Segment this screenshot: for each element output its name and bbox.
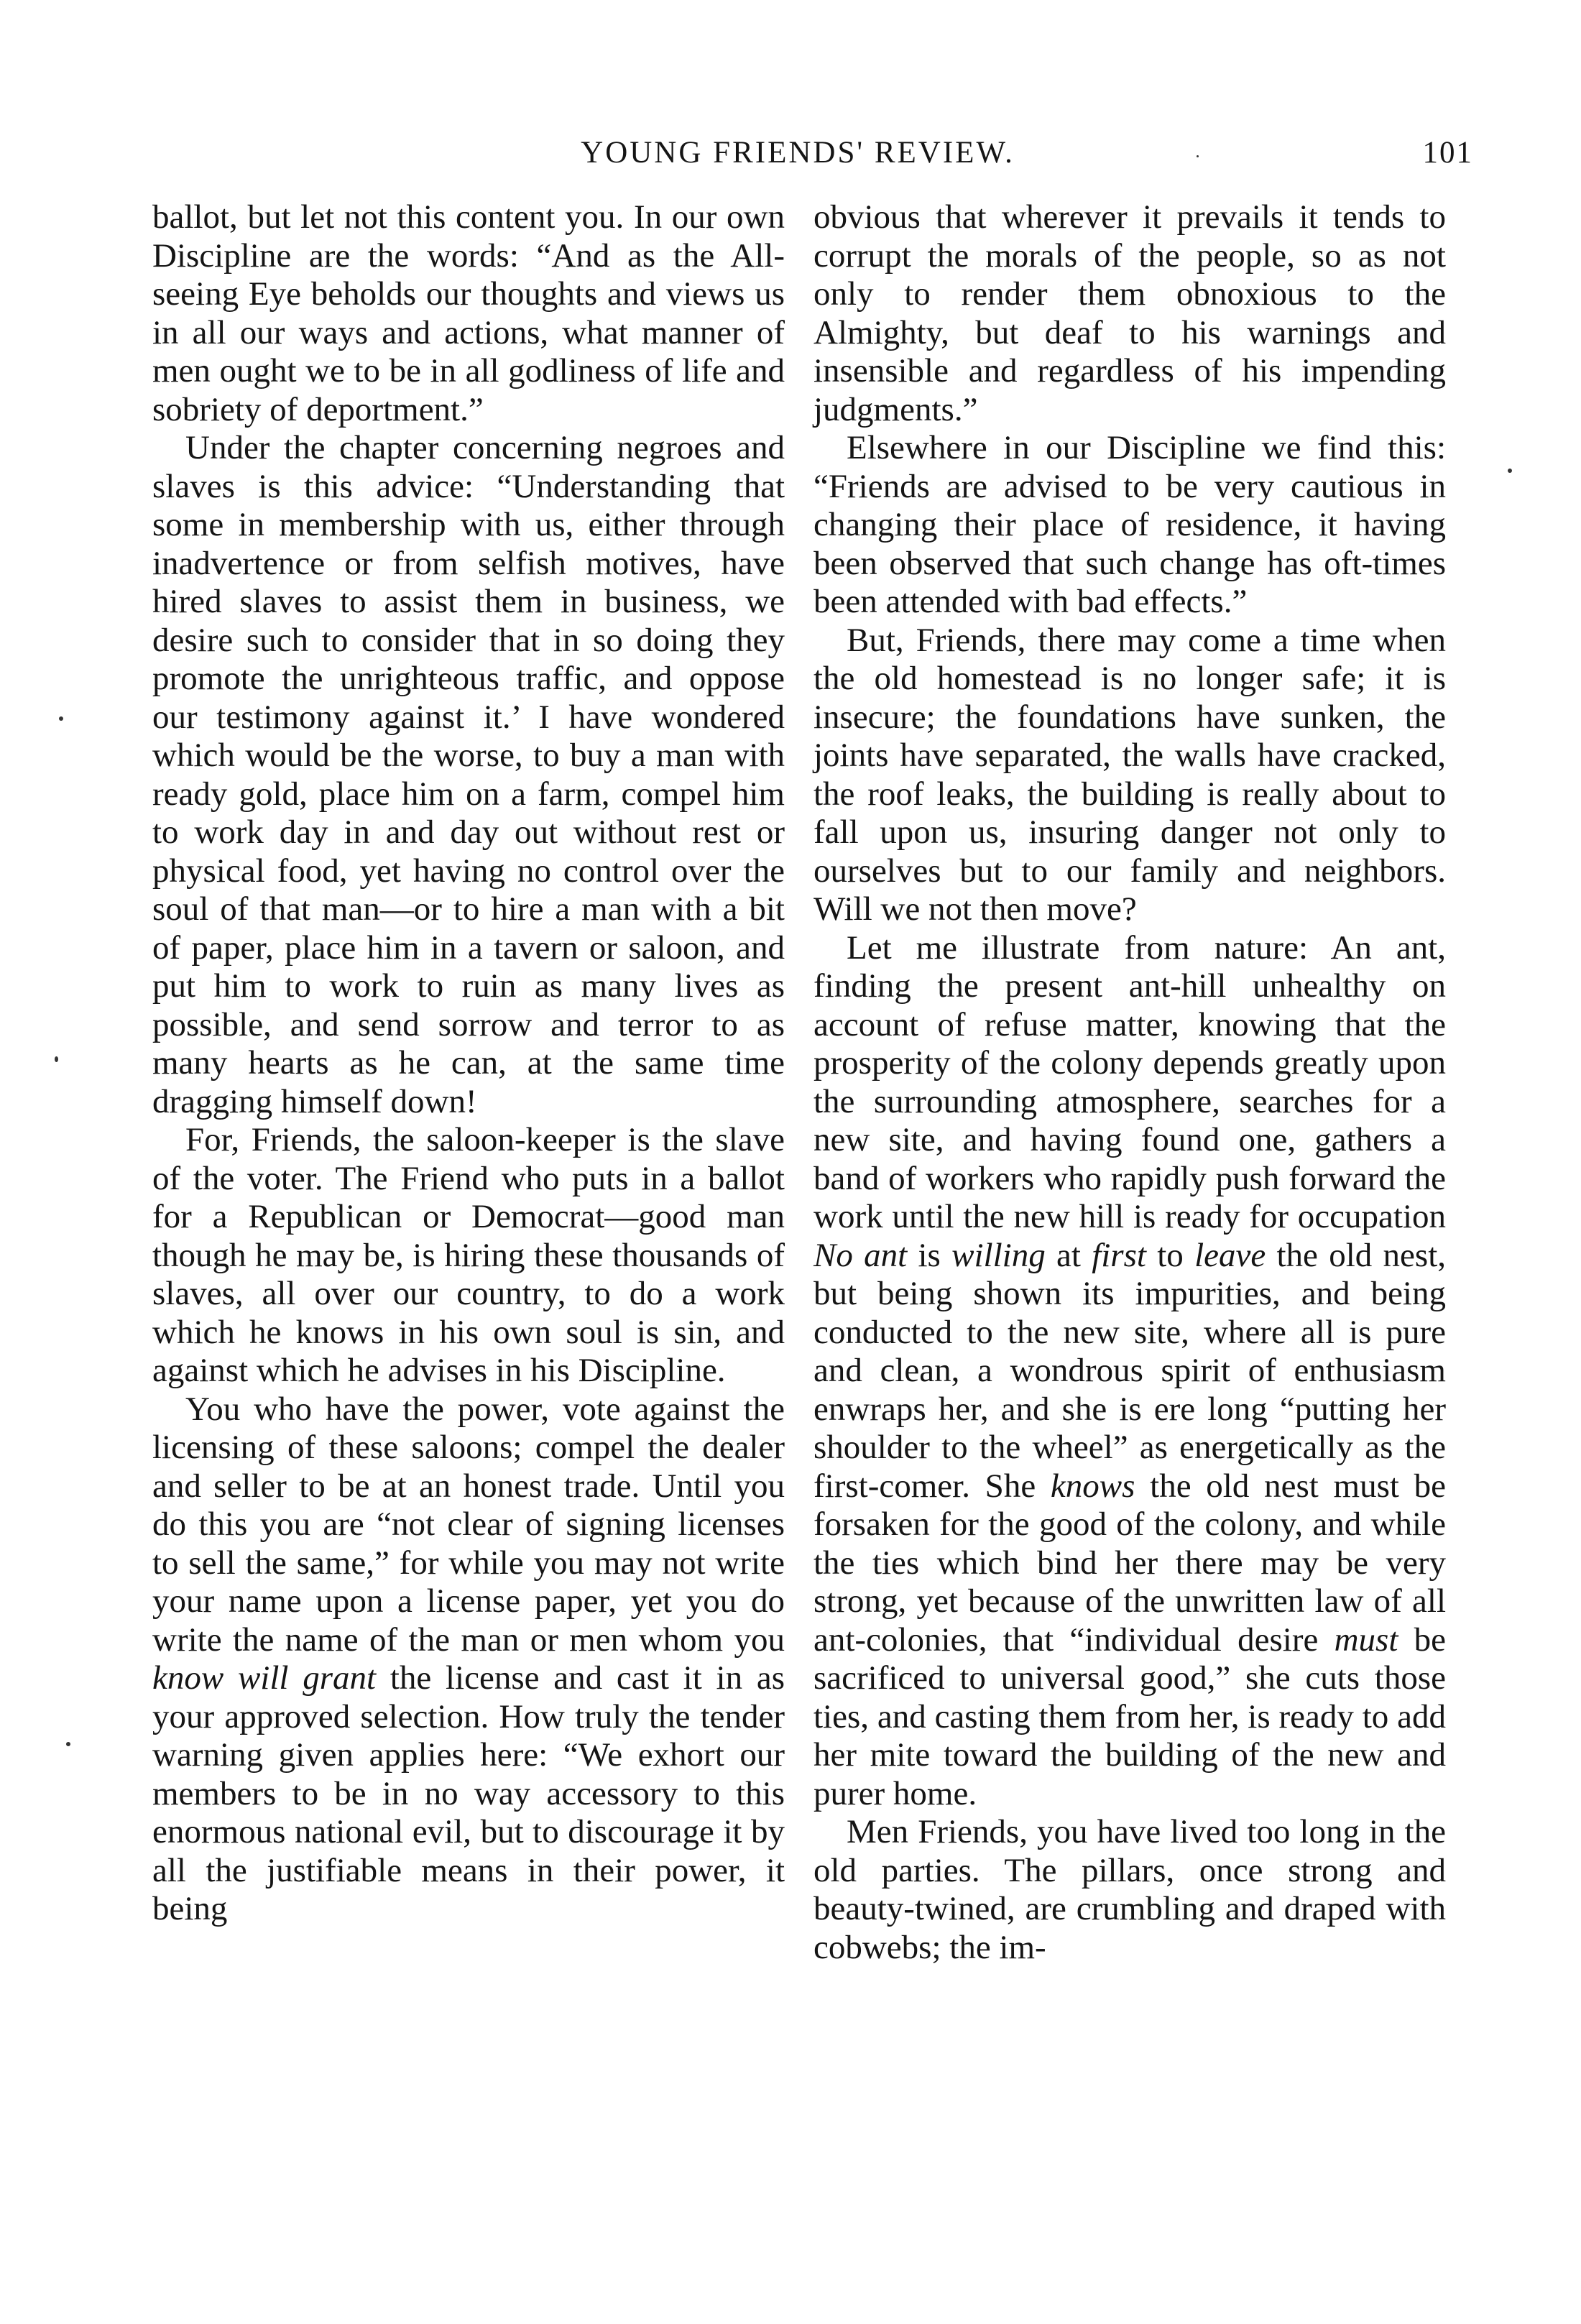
italic-emphasis: first	[1092, 1236, 1146, 1274]
margin-speck	[59, 716, 63, 721]
paragraph-text: the license and cast it in as your approved selection. How truly the tender warning given applies here: “We exhort our members to be in no way accessory to this enormous national evil, but to discourage it by all the justifiable means in their power, it being	[152, 1659, 785, 1927]
italic-emphasis: know will grant	[152, 1659, 377, 1697]
paragraph-saloon-keeper: For, Friends, the saloon-keeper is the slave of the voter. The Friend who puts in a ballot for a Republican or Democrat—good man though he may be, is hiring these thousands of slaves, all over our country, to do a work which he knows in his own soul is sin, and against which he advises in his Discipline.	[152, 1121, 785, 1389]
margin-speck	[1197, 155, 1199, 157]
margin-speck	[1508, 469, 1512, 473]
paragraph-men-friends: Men Friends, you have lived too long in the old parties. The pillars, once strong and beauty-twined, are crumbling and draped with cobwebs; the im-	[813, 1813, 1446, 1966]
paragraph-change-of-residence: Elsewhere in our Discipline we find this: “Friends are advised to be very cautious in changing their place of residence, it having been observed that such change has oft-times been attended with bad effects.”	[813, 429, 1446, 620]
paragraph-text: be sacrificed to universal good,” she cuts those ties, and casting them from her, is ready to add her mite toward the building of the new and purer home.	[813, 1620, 1447, 1812]
paragraph-negroes-and-slaves: Under the chapter concerning negroes and slaves is this advice: “Understanding that some in membership with us, either through inadvertence or from selfish motives, have hired slaves to assist them in business, we desire such to consider that in so doing they promote the unrighteous traffic, and oppose our testimony against it.’ I have wondered which would be the worse, to buy a man with ready gold, place him on a farm, compel him to work day in and day out without rest or physical food, yet having no control over the soul of that man—or to hire a man with a bit of paper, place him in a tavern or saloon, and put him to work to ruin as many lives as possible, and send sorrow and terror to as many hearts as he can, at the same time dragging himself down!	[152, 429, 785, 1120]
paragraph-text: the old nest, but being shown its impurities, and being conducted to the new site, where all is pure and clean, a wondrous spirit of enthusiasm enwraps her, and she is ere long “putting her shoulder to the wheel” as energetically as the first-comer. She	[813, 1236, 1446, 1505]
paragraph-text: You who have the power, vote against the licensing of these saloons; compel the dealer and seller to be at an honest trade. Until you do this you are “not clear of signing licenses to sell the same,” for while you may not write your name upon a license paper, yet you do write the name of the man or men whom you	[152, 1390, 785, 1659]
right-text-column	[813, 198, 1446, 1967]
paragraph-text: at	[1056, 1236, 1081, 1274]
italic-emphasis: No ant	[813, 1236, 908, 1274]
paragraph-text: to	[1157, 1236, 1184, 1274]
italic-emphasis: leave	[1194, 1236, 1266, 1274]
paragraph-licensing	[152, 1391, 785, 1929]
italic-emphasis: knows	[1050, 1467, 1135, 1505]
paragraph-text: is	[918, 1236, 941, 1274]
page-number: 101	[1422, 136, 1473, 170]
margin-speck	[55, 1056, 58, 1062]
paragraph-text: the old nest must be forsaken for the good of the colony, and while the ties which bind her there may be very strong, yet because of the unwritten law of all ant-colonies, that “individual desire	[813, 1467, 1447, 1659]
paragraph-ant-illustration	[813, 929, 1446, 1814]
paragraph-old-homestead: But, Friends, there may come a time when the old homestead is no longer safe; it is insecure; the foundations have sunken, the joints have separated, the walls have cracked, the roof leaks, the building is really about to fall upon us, insuring danger not only to ourselves but to our family and neighbors. Will we not then move?	[813, 621, 1446, 928]
running-title: YOUNG FRIENDS' REVIEW.	[581, 136, 1015, 170]
italic-emphasis: willing	[951, 1236, 1046, 1274]
left-text-column	[152, 198, 785, 1929]
paragraph-discipline-quote-continuation: obvious that wherever it prevails it tends to corrupt the morals of the people, so as not only to render them obnoxious to the Almighty, but deaf to his warnings and insensible and regardless of his impending judgments.”	[813, 198, 1446, 428]
margin-speck	[66, 1742, 70, 1746]
italic-emphasis: must	[1334, 1620, 1398, 1659]
paragraph-text: Let me illustrate from nature: An ant, finding the present ant-hill unhealthy on account of refuse matter, knowing that the prosperity of the colony depends greatly upon the surrounding atmosphere, searches for a new site, and having found one, gathers a band of workers who rapidly push forward the work until the new hill is ready for occupation	[813, 928, 1446, 1235]
paragraph-ballot-continuation: ballot, but let not this content you. In our own Discipline are the words: “And as the All-seeing Eye beholds our thoughts and views us in all our ways and actions, what manner of men ought we to be in all godliness of life and sobriety of deportment.”	[152, 198, 785, 428]
